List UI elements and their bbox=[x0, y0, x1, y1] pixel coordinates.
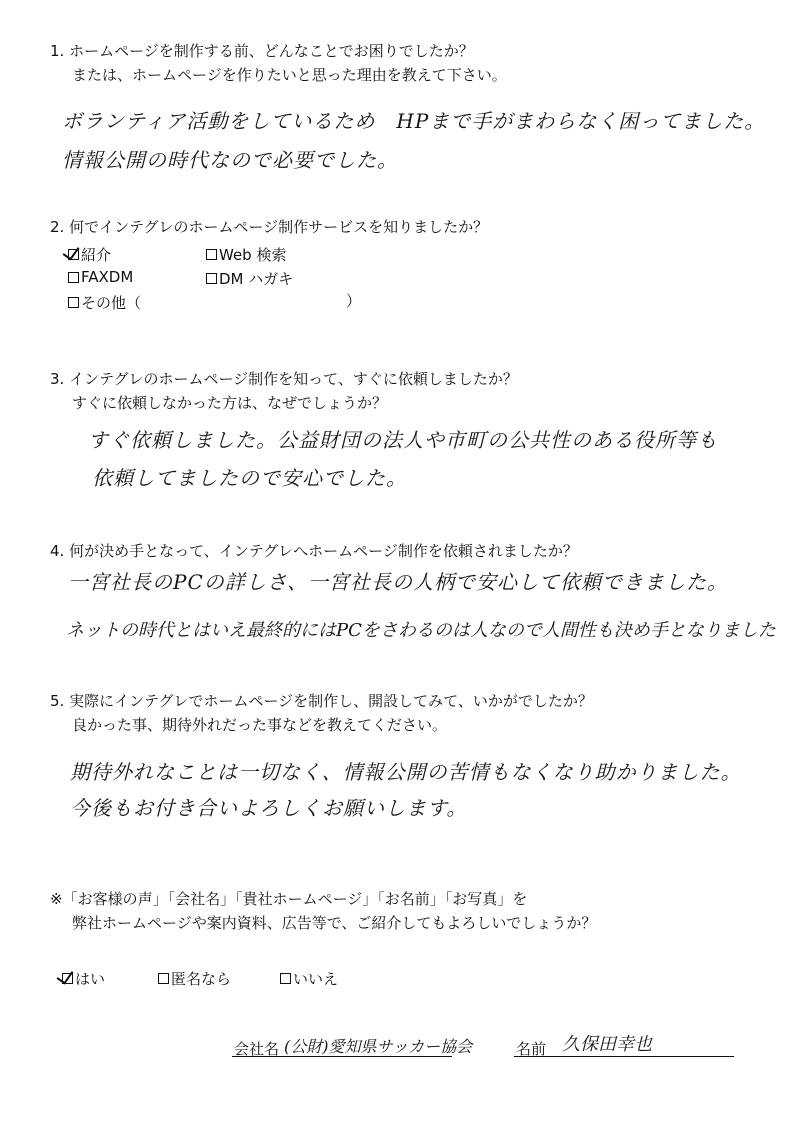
q4-question-line1: 4. 何が決め手となって、インテグレへホームページ制作を依頼されましたか？ bbox=[50, 542, 578, 560]
consent-line2: 弊社ホームページや案内資料、広告等で、ご紹介してもよろしいでしょうか？ bbox=[72, 914, 597, 932]
option-label: DM ハガキ bbox=[219, 270, 294, 288]
consent-option-anonymous[interactable] bbox=[158, 968, 231, 989]
q2-option-faxdm[interactable] bbox=[68, 268, 133, 286]
q5-question-line1: 5. 実際にインテグレでホームページを制作し、開設してみて、いかがでしたか？ bbox=[50, 692, 593, 710]
checkbox-icon bbox=[280, 973, 291, 984]
checkbox-icon bbox=[158, 973, 169, 984]
name-value: 久保田幸也 bbox=[562, 1034, 652, 1055]
checkbox-icon bbox=[206, 273, 217, 284]
checkbox-icon bbox=[206, 249, 217, 260]
q1-question-line1: 1. ホームページを制作する前、どんなことでお困りでしたか？ bbox=[50, 42, 474, 60]
q1-answer-line2: 情報公開の時代なので必要でした。 bbox=[62, 148, 398, 172]
q1-answer-line1: ボランティア活動をしているため HPまで手がまわらなく困ってました。 bbox=[62, 109, 766, 133]
name-label: 名前 bbox=[516, 1040, 547, 1058]
option-label: いいえ bbox=[293, 970, 339, 988]
company-label: 会社名 bbox=[234, 1040, 280, 1058]
checkbox-checked-icon bbox=[68, 249, 79, 260]
option-label: FAXDM bbox=[81, 268, 134, 286]
q4-answer-line1: 一宮社長のPCの詳しさ、一宮社長の人柄で安心して依頼できました。 bbox=[68, 570, 728, 594]
q2-question-line1: 2. 何でインテグレのホームページ制作サービスを知りましたか？ bbox=[50, 218, 489, 236]
q5-question-line2: 良かった事、期待外れだった事などを教えてください。 bbox=[72, 716, 448, 734]
q2-option-referral[interactable] bbox=[68, 244, 111, 265]
q2-option-other[interactable] bbox=[68, 292, 141, 313]
checkbox-icon bbox=[68, 297, 79, 308]
q2-other-close-paren: ） bbox=[346, 292, 362, 310]
q3-answer-line2: 依頼してましたので安心でした。 bbox=[92, 466, 407, 490]
consent-line1: ※「お客様の声」「会社名」「貴社ホームページ」「お名前」「お写真」を bbox=[50, 890, 528, 908]
option-label: 匿名なら bbox=[171, 970, 232, 988]
q1-question-line2: または、ホームページを作りたいと思った理由を教えて下さい。 bbox=[72, 66, 507, 84]
q2-option-web-search[interactable] bbox=[206, 244, 286, 265]
company-value: (公財)愛知県サッカー協会 bbox=[284, 1037, 473, 1056]
q3-answer-line1: すぐ依頼しました。公益財団の法人や市町の公共性のある役所等も bbox=[88, 428, 718, 452]
q3-question-line2: すぐに依頼しなかった方は、なぜでしょうか？ bbox=[72, 394, 388, 412]
option-label: その他（ bbox=[81, 294, 142, 312]
consent-option-yes[interactable] bbox=[62, 968, 105, 989]
q5-answer-line2: 今後もお付き合いよろしくお願いします。 bbox=[70, 796, 468, 820]
q3-question-line1: 3. インテグレのホームページ制作を知って、すぐに依頼しましたか？ bbox=[50, 370, 518, 388]
consent-option-no[interactable] bbox=[280, 968, 338, 989]
q2-option-dm-postcard[interactable] bbox=[206, 268, 293, 289]
checkbox-icon bbox=[68, 272, 79, 283]
option-label: Web 検索 bbox=[219, 246, 287, 264]
checkbox-checked-icon bbox=[62, 973, 73, 984]
q5-answer-line1: 期待外れなことは一切なく、情報公開の苦情もなくなり助かりました。 bbox=[70, 760, 742, 784]
option-label: はい bbox=[75, 970, 106, 988]
q4-answer-line2: ネットの時代とはいえ最終的にはPCをさわるのは人なので人間性も決め手となりました bbox=[66, 620, 776, 641]
name-underline bbox=[514, 1056, 734, 1057]
option-label: 紹介 bbox=[81, 246, 112, 264]
